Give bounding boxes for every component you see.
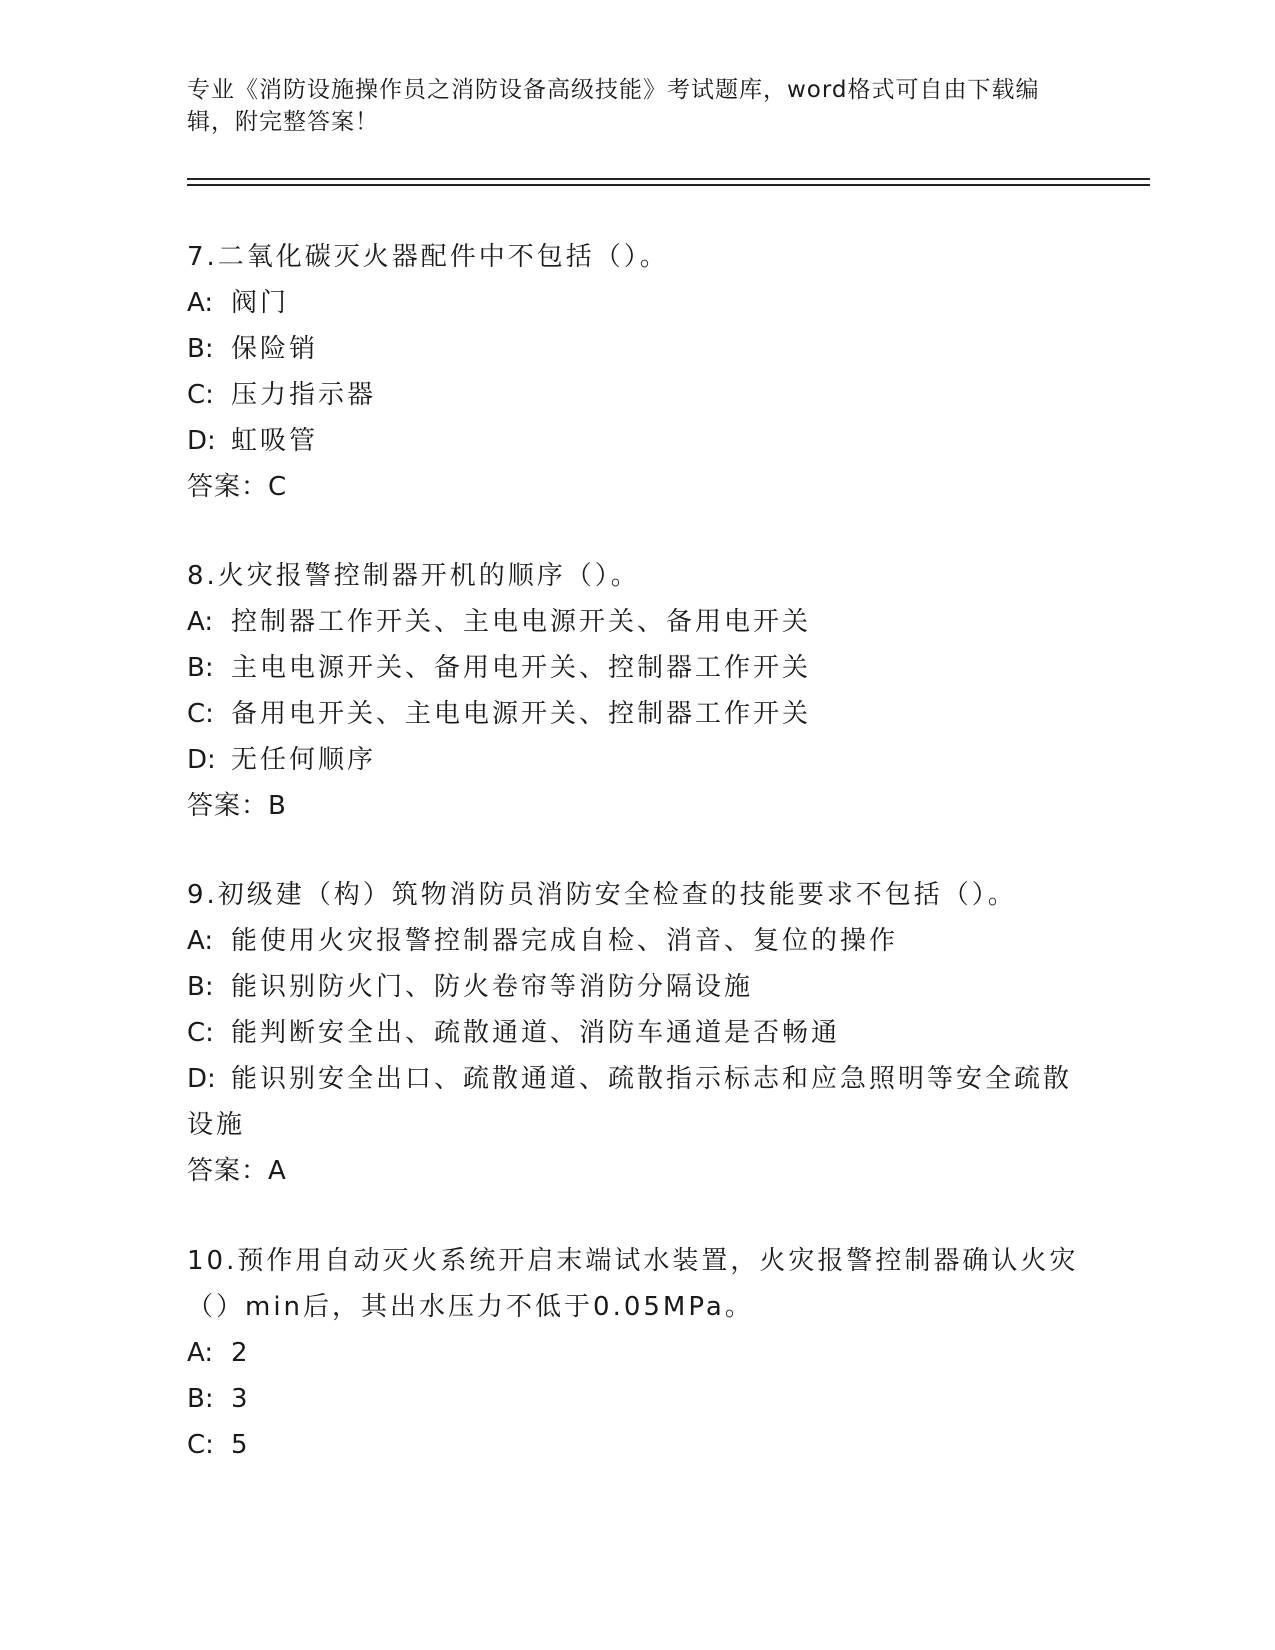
option-text: 控制器工作开关、主电电源开关、备用电开关 — [231, 607, 812, 637]
option-c — [187, 691, 1087, 737]
question-7 — [187, 234, 1087, 510]
option-d — [187, 418, 1087, 464]
option-b — [187, 1376, 1087, 1422]
option-text: 能判断安全出、疏散通道、消防车通道是否畅通 — [231, 1018, 841, 1048]
document-header — [187, 74, 1077, 138]
option-b — [187, 964, 1087, 1010]
header-line-1: 专业《消防设施操作员之消防设备高级技能》考试题库，word格式可自由下载编 — [187, 77, 1040, 103]
option-text: 能使用火灾报警控制器完成自检、消音、复位的操作 — [231, 926, 899, 956]
answer-line: 答案：C — [187, 472, 288, 502]
option-text: 阀门 — [231, 288, 290, 318]
option-prefix: B: — [187, 1384, 214, 1414]
option-prefix: D: — [187, 745, 216, 775]
option-text: 无任何顺序 — [231, 745, 377, 775]
option-prefix: D: — [187, 426, 216, 456]
option-c — [187, 372, 1087, 418]
header-divider-bottom — [187, 184, 1150, 186]
option-d — [187, 1056, 1087, 1148]
option-d — [187, 737, 1087, 783]
question-9 — [187, 872, 1087, 1194]
option-a — [187, 918, 1087, 964]
option-text: 能识别安全出口、疏散通道、疏散指示标志和应急照明等安全疏散设施 — [187, 1064, 1073, 1140]
option-b — [187, 326, 1087, 372]
option-prefix: C: — [187, 380, 214, 410]
option-a — [187, 280, 1087, 326]
option-text: 压力指示器 — [231, 380, 377, 410]
question-stem: 7.二氧化碳灭火器配件中不包括（）。 — [187, 242, 669, 272]
option-b — [187, 645, 1087, 691]
answer-line: 答案：A — [187, 1156, 287, 1186]
option-text: 保险销 — [231, 334, 319, 364]
option-text: 备用电开关、主电电源开关、控制器工作开关 — [231, 699, 812, 729]
header-line-2: 辑，附完整答案！ — [187, 109, 379, 135]
answer-line: 答案：B — [187, 791, 287, 821]
question-10 — [187, 1238, 1087, 1468]
option-text: 主电电源开关、备用电开关、控制器工作开关 — [231, 653, 812, 683]
option-prefix: B: — [187, 972, 214, 1002]
option-text: 2 — [231, 1338, 251, 1368]
option-prefix: C: — [187, 699, 214, 729]
option-text: 能识别防火门、防火卷帘等消防分隔设施 — [231, 972, 754, 1002]
option-a — [187, 599, 1087, 645]
question-stem: 8.火灾报警控制器开机的顺序（）。 — [187, 561, 640, 591]
option-prefix: A: — [187, 607, 214, 637]
option-prefix: A: — [187, 1338, 214, 1368]
question-stem: 10.预作用自动灭火系统开启末端试水装置，火灾报警控制器确认火灾（）min后，其出水压力不低于0.05MPa。 — [187, 1246, 1079, 1322]
option-prefix: B: — [187, 653, 214, 683]
question-8 — [187, 553, 1087, 829]
option-text: 3 — [231, 1384, 251, 1414]
header-divider-top — [187, 178, 1150, 180]
option-prefix: A: — [187, 288, 214, 318]
question-stem: 9.初级建（构）筑物消防员消防安全检查的技能要求不包括（）。 — [187, 880, 1017, 910]
option-prefix: D: — [187, 1064, 216, 1094]
option-c — [187, 1010, 1087, 1056]
option-c — [187, 1422, 1087, 1468]
option-a — [187, 1330, 1087, 1376]
option-text: 5 — [231, 1430, 251, 1460]
option-prefix: B: — [187, 334, 214, 364]
option-prefix: C: — [187, 1430, 214, 1460]
option-prefix: C: — [187, 1018, 214, 1048]
option-text: 虹吸管 — [231, 426, 319, 456]
option-prefix: A: — [187, 926, 214, 956]
